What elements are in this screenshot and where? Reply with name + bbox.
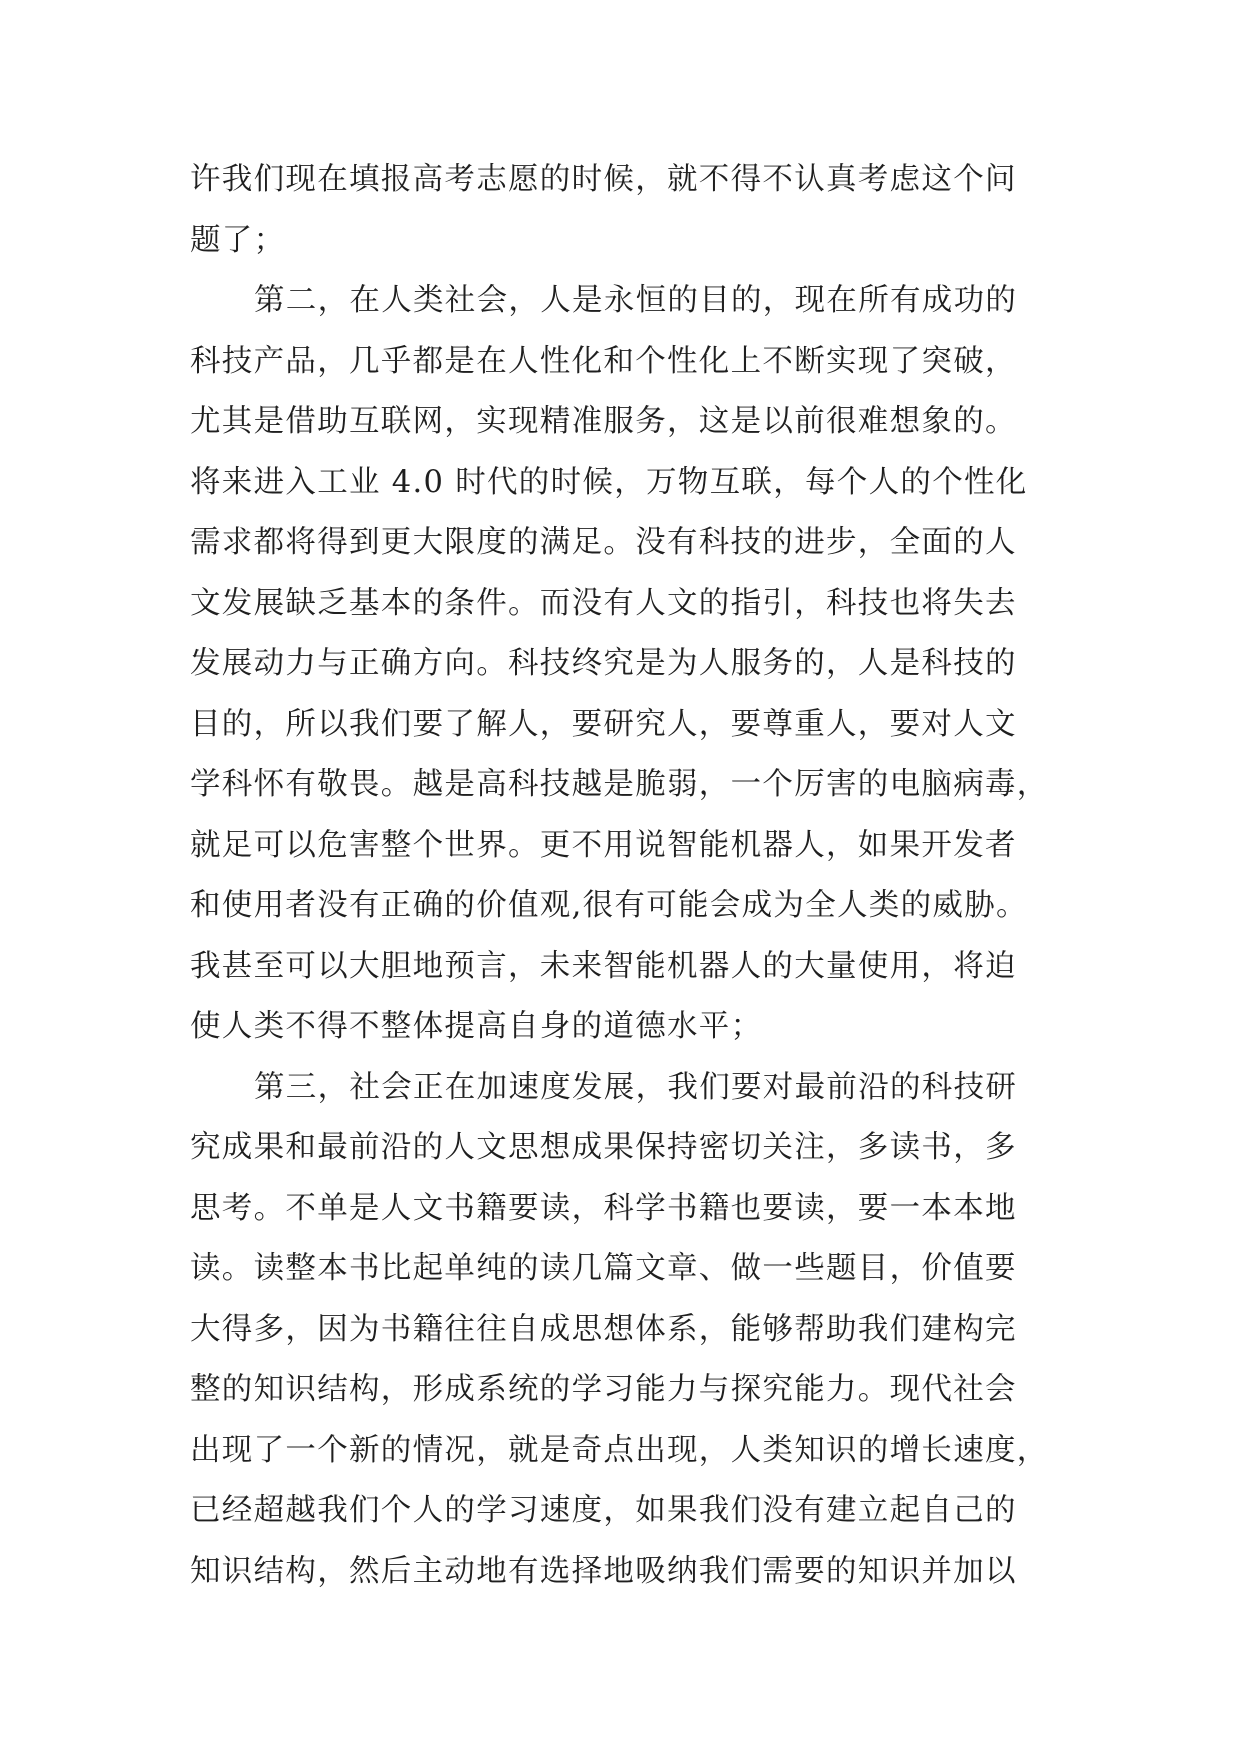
body-text <box>190 150 1070 1602</box>
text-line: 发展动力与正确方向。科技终究是为人服务的，人是科技的 <box>190 646 1017 681</box>
text-line: 究成果和最前沿的人文思想成果保持密切关注，多读书，多 <box>190 1130 1017 1165</box>
text-line: 就足可以危害整个世界。更不用说智能机器人，如果开发者 <box>190 827 1017 863</box>
text-line: 整的知识结构，形成系统的学习能力与探究能力。现代社会 <box>190 1372 1017 1407</box>
text-line: 思考。不单是人文书籍要读，科学书籍也要读，要一本本地 <box>190 1190 1017 1226</box>
text-line: 许我们现在填报高考志愿的时候，就不得不认真考虑这个问 <box>190 162 1017 197</box>
text-line: 尤其是借助互联网，实现精准服务，这是以前很难想象的。 <box>190 404 1017 439</box>
text-line: 目的，所以我们要了解人，要研究人，要尊重人，要对人文 <box>190 706 1017 742</box>
text-line: 大得多，因为书籍往往自成思想体系，能够帮助我们建构完 <box>190 1311 1017 1347</box>
paragraph-start-line: 第二，在人类社会，人是永恒的目的，现在所有成功的 <box>254 283 1018 318</box>
text-line: 题了； <box>190 222 286 258</box>
text-line: 将来进入工业 4.0 时代的时候，万物互联，每个人的个性化 <box>190 464 1028 500</box>
text-line: 使人类不得不整体提高自身的道德水平； <box>190 1009 763 1044</box>
text-line: 学科怀有敬畏。越是高科技越是脆弱，一个厉害的电脑病毒， <box>190 767 1049 802</box>
text-line: 和使用者没有正确的价值观,很有可能会成为全人类的威胁。 <box>190 888 1028 923</box>
text-line: 我甚至可以大胆地预言，未来智能机器人的大量使用，将迫 <box>190 948 1017 984</box>
text-line: 科技产品，几乎都是在人性化和个性化上不断实现了突破， <box>190 343 1017 379</box>
text-line: 已经超越我们个人的学习速度，如果我们没有建立起自己的 <box>190 1493 1017 1528</box>
text-line: 知识结构，然后主动地有选择地吸纳我们需要的知识并加以 <box>190 1553 1017 1589</box>
text-line: 需求都将得到更大限度的满足。没有科技的进步，全面的人 <box>190 525 1017 560</box>
paragraph-start-line: 第三，社会正在加速度发展，我们要对最前沿的科技研 <box>254 1069 1018 1105</box>
text-line: 出现了一个新的情况，就是奇点出现，人类知识的增长速度， <box>190 1432 1049 1468</box>
text-line: 读。读整本书比起单纯的读几篇文章、做一些题目，价值要 <box>190 1251 1017 1286</box>
text-line: 文发展缺乏基本的条件。而没有人文的指引，科技也将失去 <box>190 585 1017 621</box>
